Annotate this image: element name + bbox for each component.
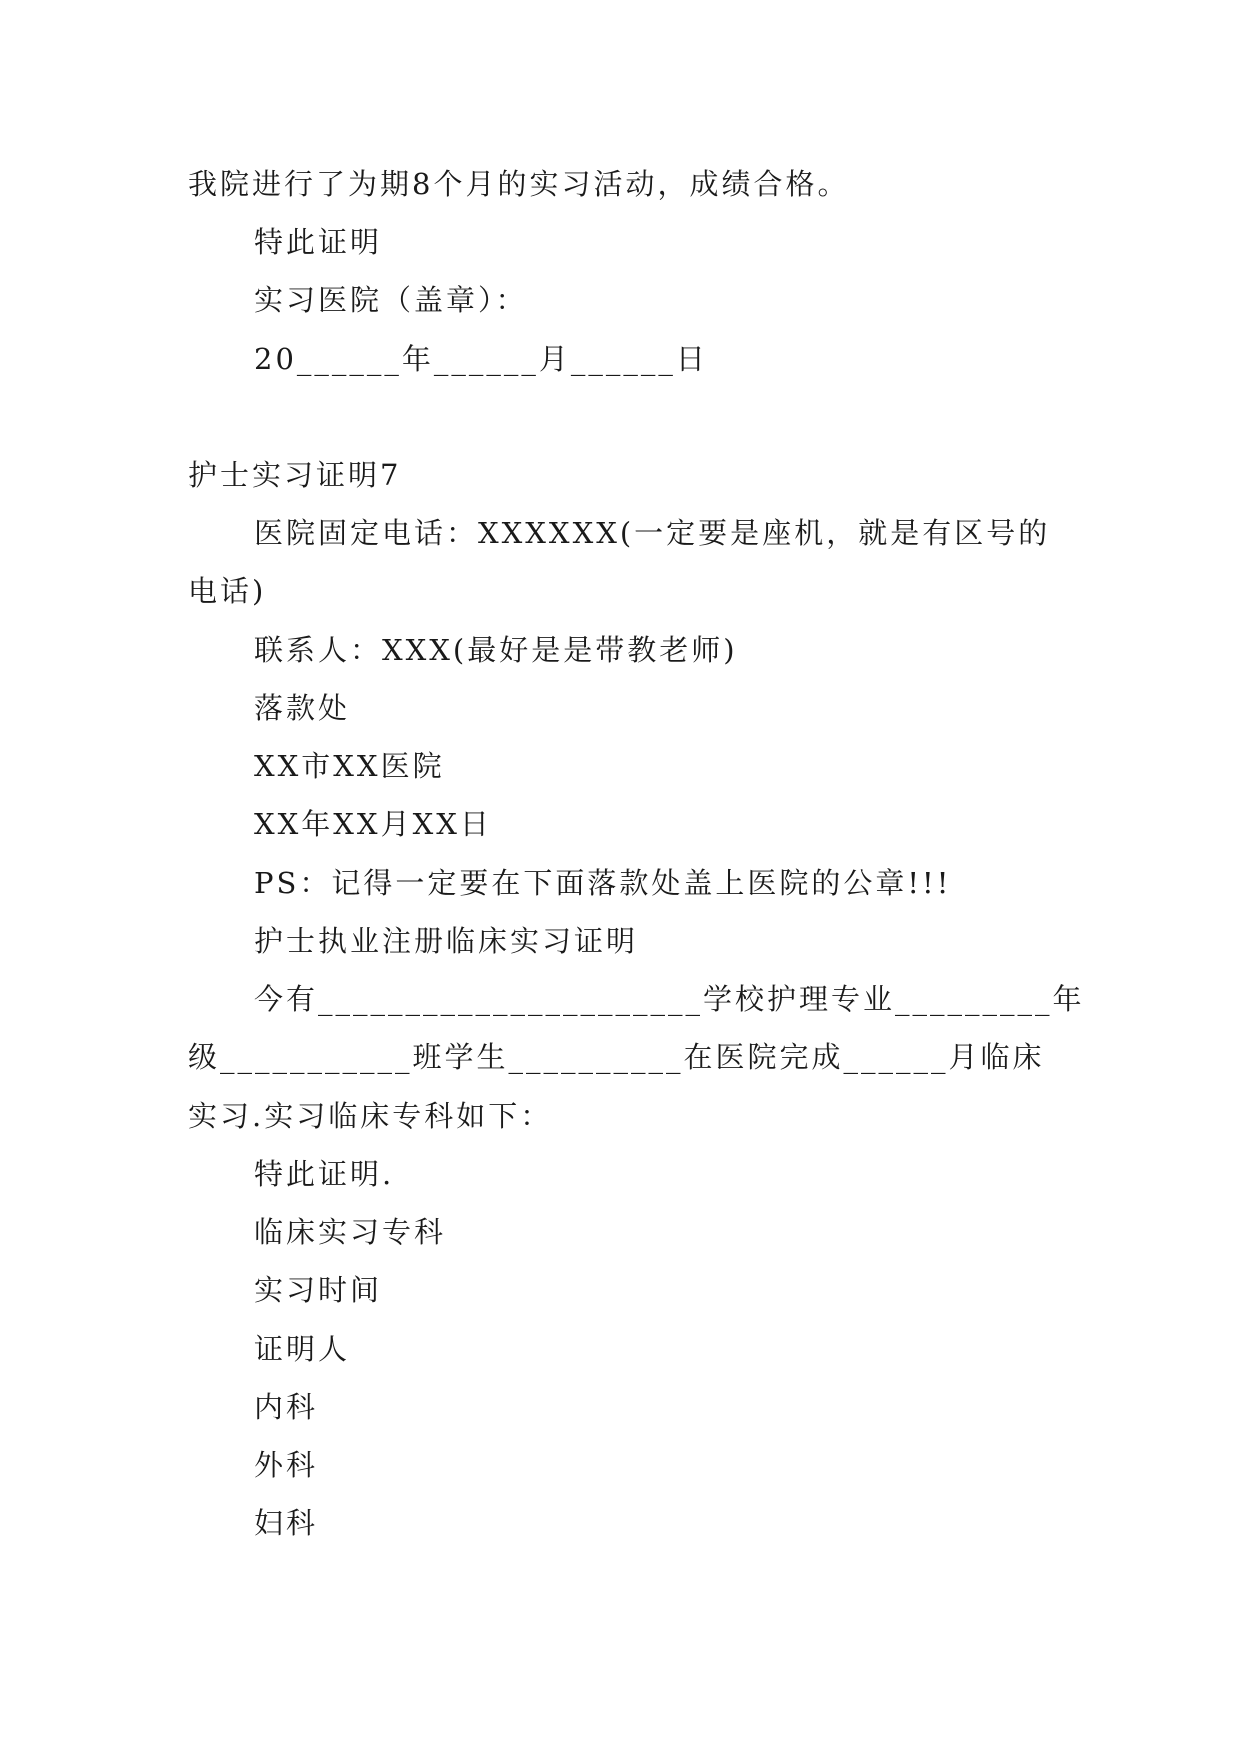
list-item: 实习时间 [254,1273,383,1307]
date-line: 20______年______月______日 [254,342,708,376]
section-heading: 护士实习证明7 [188,458,402,492]
paragraph-line: PS：记得一定要在下面落款处盖上医院的公章!!! [254,866,952,900]
list-item: 内科 [254,1390,319,1424]
paragraph-line: 级___________班学生__________在医院完成______月临床 [188,1040,1045,1074]
list-item: 临床实习专科 [254,1215,447,1249]
paragraph-line: 特此证明. [254,1157,395,1191]
paragraph-line: 电话) [188,574,267,608]
list-item: 证明人 [254,1332,351,1366]
paragraph-line: 实习.实习临床专科如下： [188,1099,553,1133]
paragraph-line: 实习医院（盖章）： [254,283,528,317]
paragraph-line: 我院进行了为期8个月的实习活动，成绩合格。 [188,167,850,201]
paragraph-line: 今有______________________学校护理专业_________年 [254,982,1085,1016]
paragraph-line: 医院固定电话：XXXXXX(一定要是座机，就是有区号的 [254,516,1051,550]
paragraph-line: 护士执业注册临床实习证明 [254,924,639,958]
paragraph-line: XX年XX月XX日 [254,807,492,841]
paragraph-line: 落款处 [254,691,351,725]
paragraph-line: 联系人：XXX(最好是是带教老师) [254,633,738,667]
paragraph-line: 特此证明 [254,225,383,259]
paragraph-line: XX市XX医院 [254,749,445,783]
list-item: 妇科 [254,1506,319,1540]
list-item: 外科 [254,1448,319,1482]
